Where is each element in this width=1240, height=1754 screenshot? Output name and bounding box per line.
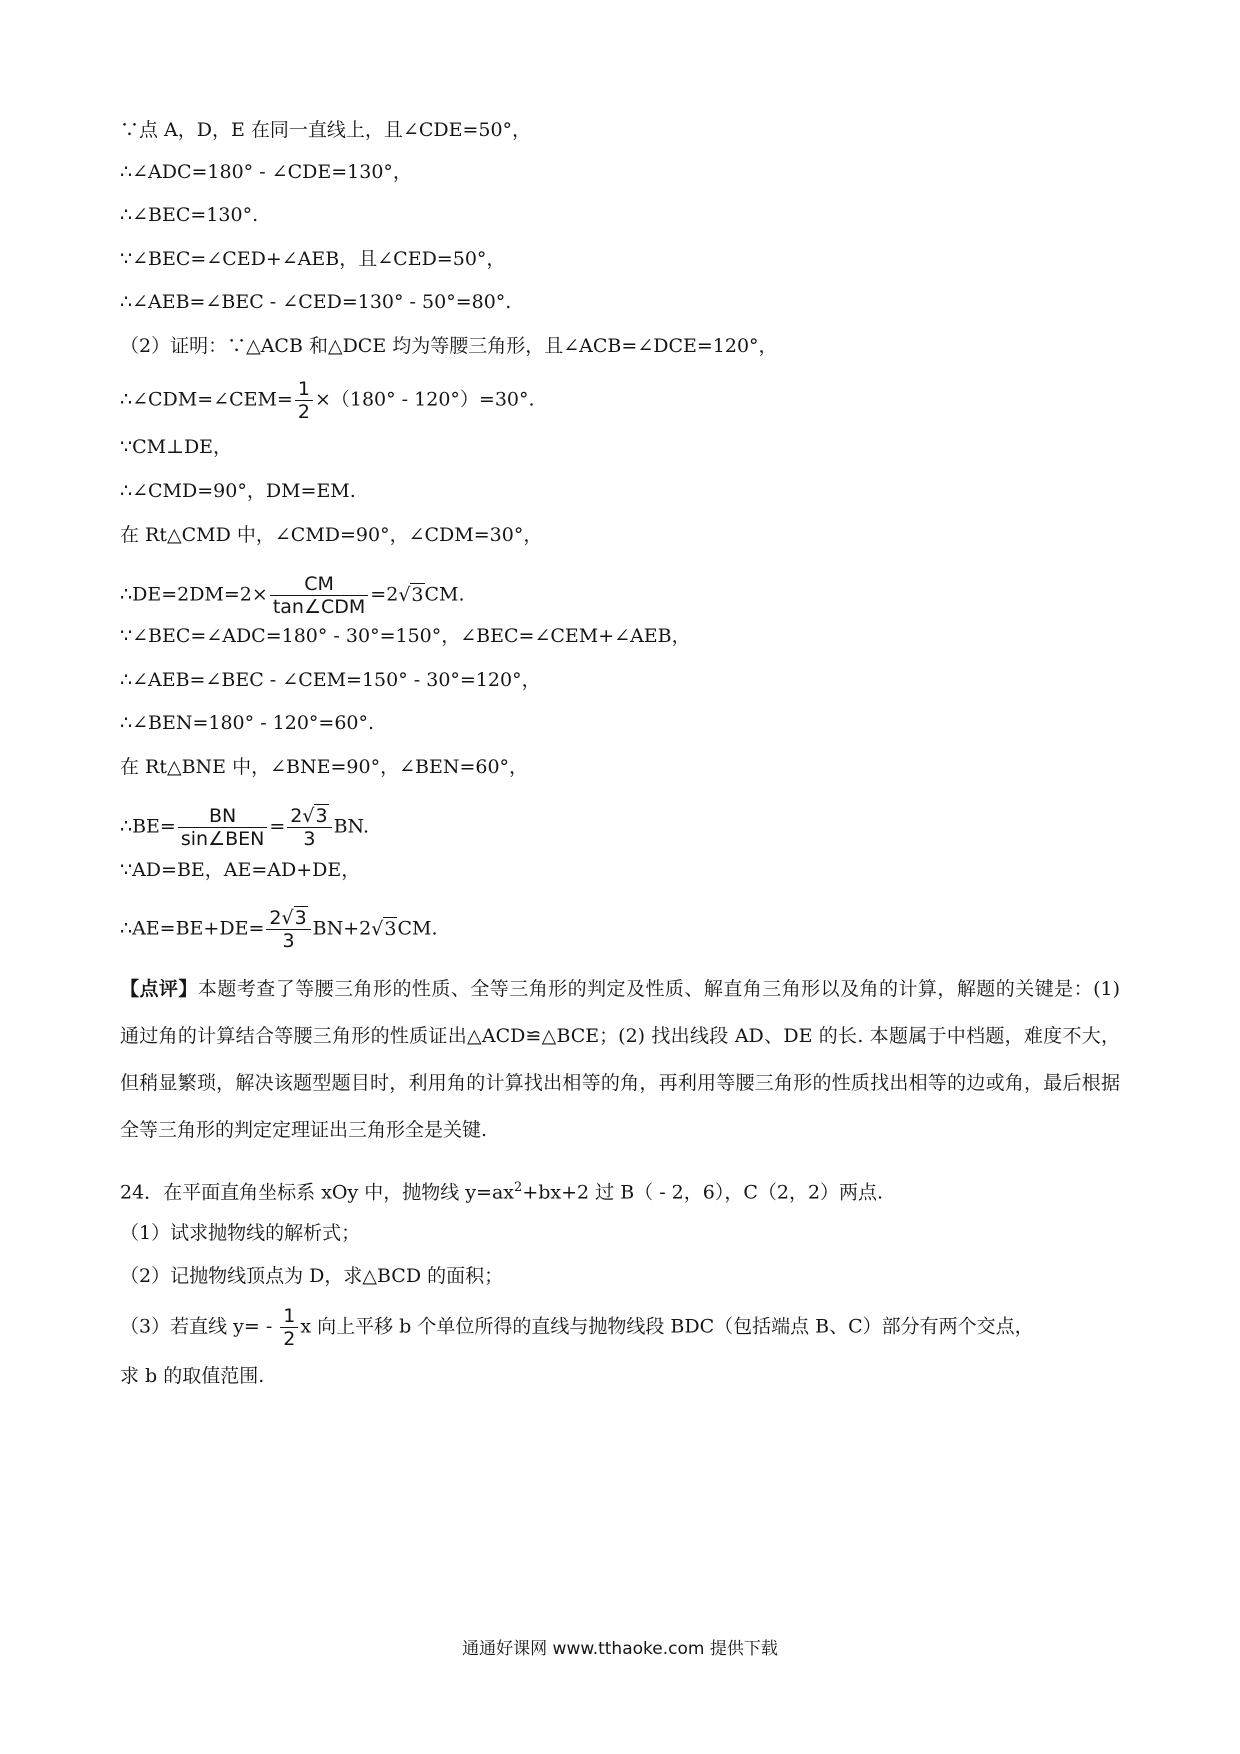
sqrt-3: √3 [371,917,397,940]
fraction-denominator: 2 [295,400,313,423]
page-footer: 通通好课网 www.tthaoke.com 提供下载 [462,1639,778,1659]
fraction-denominator: 3 [266,929,310,952]
exponent: 2 [514,1180,523,1195]
solution-line-7 [120,378,535,423]
solution-line-13: ∴∠AEB=∠BEC - ∠CEM=150° - 30°=120°， [120,669,541,691]
l16-eq: = [269,815,286,838]
l16-post: BN. [333,815,369,838]
fraction-denominator: 3 [287,827,331,850]
solution-line-1: ∵点 A，D，E 在同一直线上，且∠CDE=50°， [120,119,532,141]
solution-line-17: ∵AD=BE，AE=AD+DE， [120,859,361,881]
radicand: 3 [294,907,307,929]
comment-text: 本题考查了等腰三角形的性质、全等三角形的判定及性质、解直角三角形以及角的计算，解题的关键是：(1) 通过角的计算结合等腰三角形的性质证出△ACD≌△BCE；(2) 找出线段 AD、DE 的长. 本题属于中档题，难度不大，但稍显繁琐，解决该题型题目时，利用角的计算找出相等的角，再利用等腰三角形的性质找出相等的边或角，最后根据全等三角形的判定定理证出三角形全是关键. [120,978,1120,1141]
l18-post: CM. [397,917,438,940]
solution-line-16 [120,805,369,850]
radicand: 3 [411,583,424,606]
fraction-numerator: 1 [283,1305,296,1327]
radicand: 3 [315,805,328,827]
fraction-2sqrt3-over-3 [266,907,310,952]
fraction-bn-over-sin [178,805,268,850]
comment-label: 【点评】 [120,978,198,1000]
coef: 2 [290,805,303,827]
problem-24-q1: （1）试求抛物线的解析式； [120,1222,361,1244]
solution-line-4: ∵∠BEC=∠CED+∠AEB，且∠CED=50°， [120,248,506,270]
fraction-numerator [266,907,310,929]
solution-line-3: ∴∠BEC=130°. [120,204,259,226]
solution-line-2: ∴∠ADC=180° - ∠CDE=130°， [120,161,412,183]
problem-24-q2: （2）记抛物线顶点为 D，求△BCD 的面积； [120,1265,504,1287]
l11-pre: ∴DE=2DM=2× [120,583,268,606]
fraction-numerator: CM [304,573,334,595]
problem-24-q3-continued: 求 b 的取值范围. [120,1365,265,1387]
l18-mid: BN+2 [312,917,372,940]
fraction-denominator: tan∠CDM [270,595,368,618]
solution-line-18 [120,907,438,952]
solution-line-10: 在 Rt△CMD 中，∠CMD=90°，∠CDM=30°， [120,524,543,546]
fraction-numerator: BN [208,805,237,827]
l7-pre: ∴∠CDM=∠CEM= [120,388,293,411]
solution-line-12: ∵∠BEC=∠ADC=180° - 30°=150°，∠BEC=∠CEM+∠AEB， [120,625,691,647]
comment-paragraph [120,966,1120,1154]
sqrt-3: √3 [302,805,328,827]
l18-pre: ∴AE=BE+DE= [120,917,265,940]
solution-line-5: ∴∠AEB=∠BEC - ∠CED=130° - 50°=80°. [120,291,512,313]
solution-line-9: ∴∠CMD=90°，DM=EM. [120,480,356,502]
l11-post: CM. [424,583,465,606]
solution-line-15: 在 Rt△BNE 中，∠BNE=90°，∠BEN=60°， [120,756,529,778]
problem-24-stem [120,1176,883,1204]
radicand: 3 [384,917,397,940]
l11-mid: =2 [370,583,399,606]
fraction-numerator [287,805,331,827]
solution-line-14: ∴∠BEN=180° - 120°=60°. [120,712,375,734]
sqrt-3: √3 [398,583,424,606]
l7-post: ×（180° - 120°）=30°. [314,388,535,411]
solution-line-8: ∵CM⊥DE， [120,436,233,458]
solution-line-11 [120,573,465,618]
fraction-denominator: sin∠BEN [178,827,268,850]
fraction-one-half [280,1305,298,1350]
solution-line-6: （2）证明：∵△ACB 和△DCE 均为等腰三角形，且∠ACB=∠DCE=120°， [120,335,778,357]
fraction-one-half [295,378,313,423]
stem-post: +bx+2 过 B（ - 2，6），C（2，2）两点. [522,1181,884,1204]
fraction-2sqrt3-over-3 [287,805,331,850]
coef: 2 [269,907,282,929]
stem-pre: 24．在平面直角坐标系 xOy 中，抛物线 y=ax [120,1181,515,1204]
problem-24-q3 [120,1305,1034,1350]
q3-pre: （3）若直线 y= - [120,1315,279,1338]
sqrt-3: √3 [281,907,307,929]
l16-pre: ∴BE= [120,815,176,838]
fraction-cm-over-tan [270,573,368,618]
q3-post: x 向上平移 b 个单位所得的直线与抛物线段 BDC（包括端点 B、C）部分有两个交点， [300,1315,1034,1338]
fraction-denominator: 2 [280,1327,298,1350]
fraction-numerator: 1 [297,378,310,400]
